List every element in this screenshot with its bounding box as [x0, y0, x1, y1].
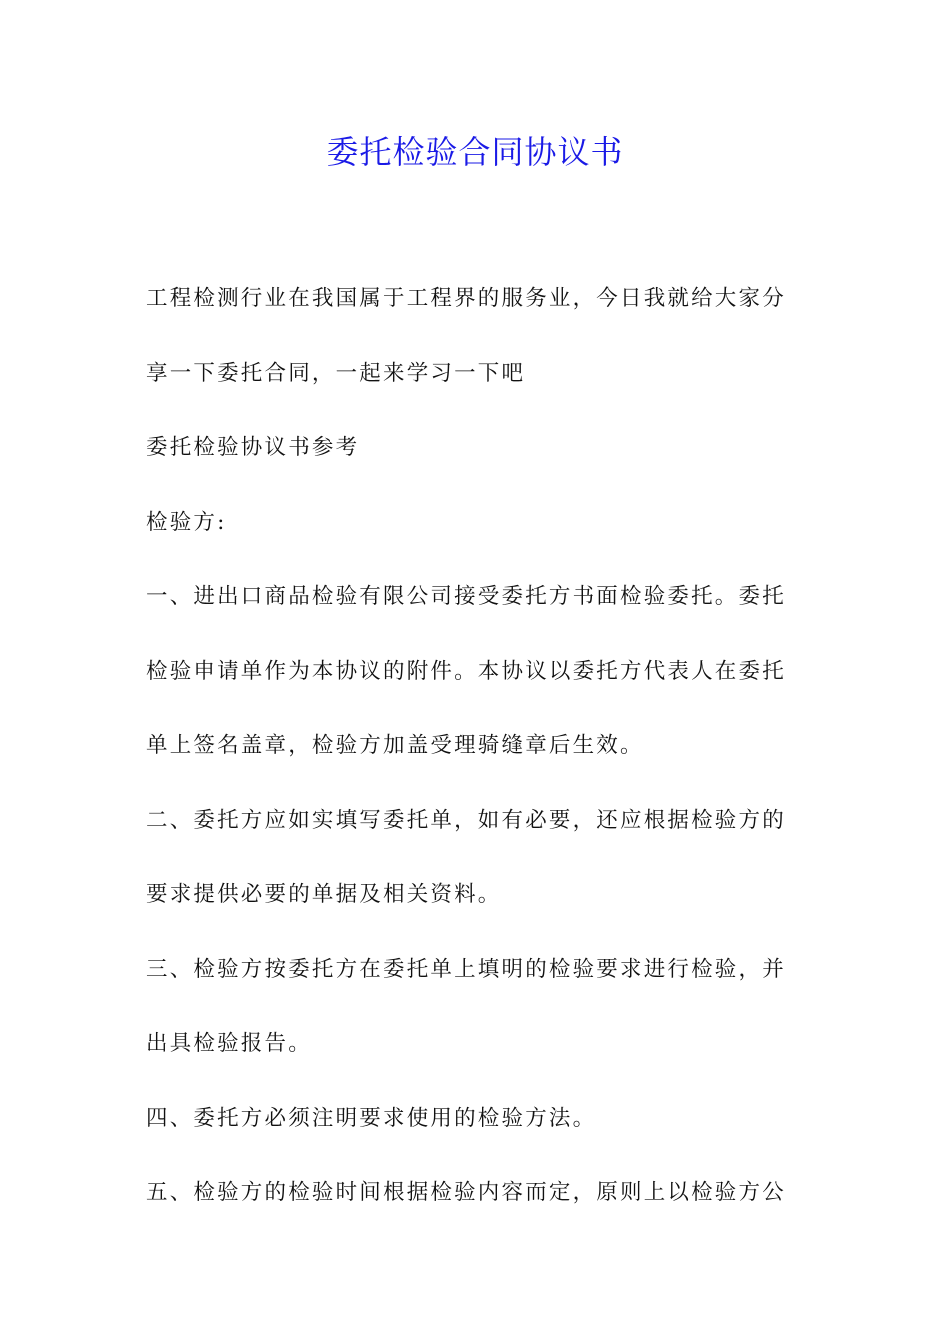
body-line: 工程检测行业在我国属于工程界的服务业，今日我就给大家分	[146, 286, 786, 311]
body-line: 要求提供必要的单据及相关资料。	[146, 882, 502, 907]
body-line: 三、检验方按委托方在委托单上填明的检验要求进行检验，并	[146, 956, 786, 982]
body-line: 检验申请单作为本协议的附件。本协议以委托方代表人在委托	[146, 658, 786, 684]
body-line: 委托检验协议书参考	[146, 435, 360, 460]
document-title: 委托检验合同协议书	[326, 133, 624, 171]
body-line: 享一下委托合同，一起来学习一下吧	[146, 360, 526, 386]
body-line: 出具检验报告。	[146, 1031, 312, 1056]
body-line: 五、检验方的检验时间根据检验内容而定，原则上以检验方公	[146, 1180, 786, 1205]
body-line: 检验方:	[146, 509, 227, 535]
document-body	[146, 262, 806, 1231]
body-line: 四、委托方必须注明要求使用的检验方法。	[146, 1105, 597, 1131]
body-line: 二、委托方应如实填写委托单，如有必要，还应根据检验方的	[146, 807, 786, 833]
body-line: 单上签名盖章，检验方加盖受理骑缝章后生效。	[146, 733, 644, 758]
body-line: 一、进出口商品检验有限公司接受委托方书面检验委托。委托	[146, 584, 786, 609]
